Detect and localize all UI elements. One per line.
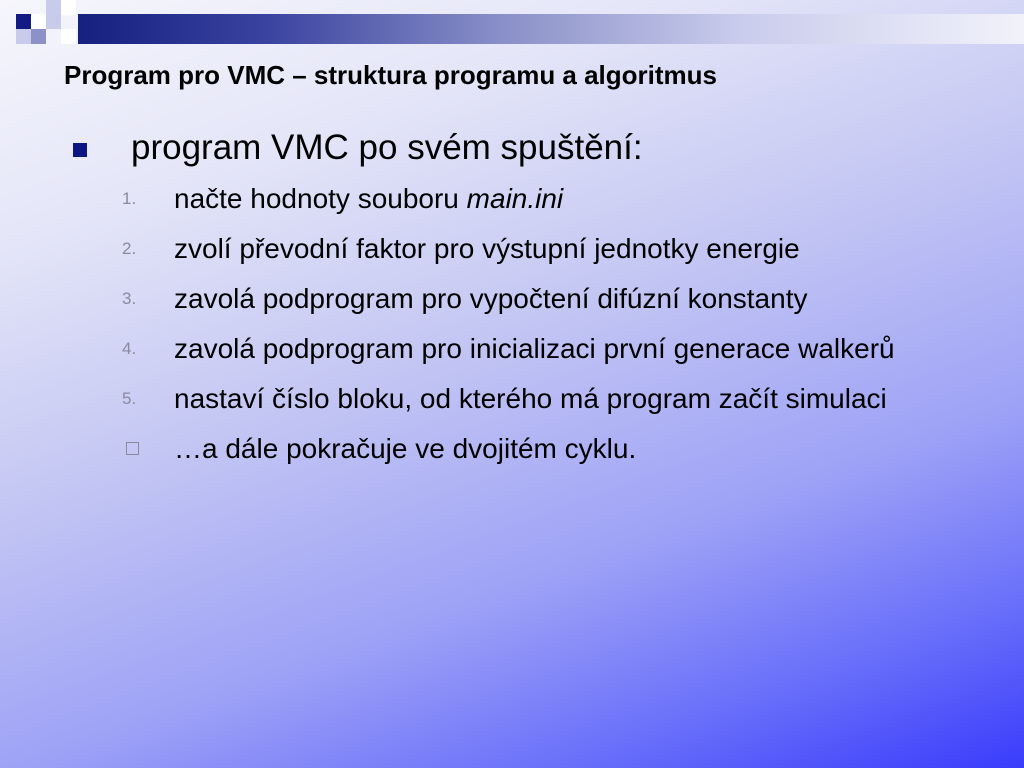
numbered-list <box>122 180 982 480</box>
list-item <box>122 180 982 218</box>
decor-square <box>16 29 31 44</box>
item-number: 1. <box>122 189 137 208</box>
decor-square <box>31 14 46 29</box>
item-number: 2. <box>122 239 137 258</box>
decor-square <box>16 14 31 29</box>
item-text: zavolá podprogram pro inicializaci první generace walkerů <box>174 333 895 364</box>
item-text: zvolí převodní faktor pro výstupní jednotky energie <box>174 233 800 264</box>
list-item <box>122 330 982 368</box>
decor-square <box>46 0 61 15</box>
slide-title: Program pro VMC – struktura programu a algoritmus <box>64 60 718 90</box>
decor-square <box>61 0 76 15</box>
main-bullet-text: program VMC po svém spuštění: <box>131 128 643 167</box>
item-text: …a dále pokračuje ve dvojitém cyklu. <box>174 433 637 464</box>
list-item <box>122 230 982 268</box>
item-number: 4. <box>122 339 137 358</box>
item-text-plain: načte hodnoty souboru <box>174 183 467 214</box>
item-text: nastaví číslo bloku, od kterého má program začít simulaci <box>174 383 887 414</box>
item-text: zavolá podprogram pro vypočtení difúzní konstanty <box>174 283 808 314</box>
header-band <box>78 14 1024 44</box>
decor-square <box>31 29 46 44</box>
list-item <box>122 430 982 468</box>
main-bullet <box>73 128 643 168</box>
decor-square <box>61 29 76 44</box>
square-bullet-icon <box>73 143 87 157</box>
item-text <box>174 180 563 218</box>
hollow-square-bullet-icon <box>126 442 139 455</box>
list-item <box>122 280 982 318</box>
item-number: 3. <box>122 289 137 308</box>
hollow-bullet-wrap <box>122 430 174 455</box>
item-text-italic: main.ini <box>466 183 564 214</box>
item-number: 5. <box>122 389 137 408</box>
decor-square <box>46 14 61 29</box>
list-item <box>122 380 982 418</box>
